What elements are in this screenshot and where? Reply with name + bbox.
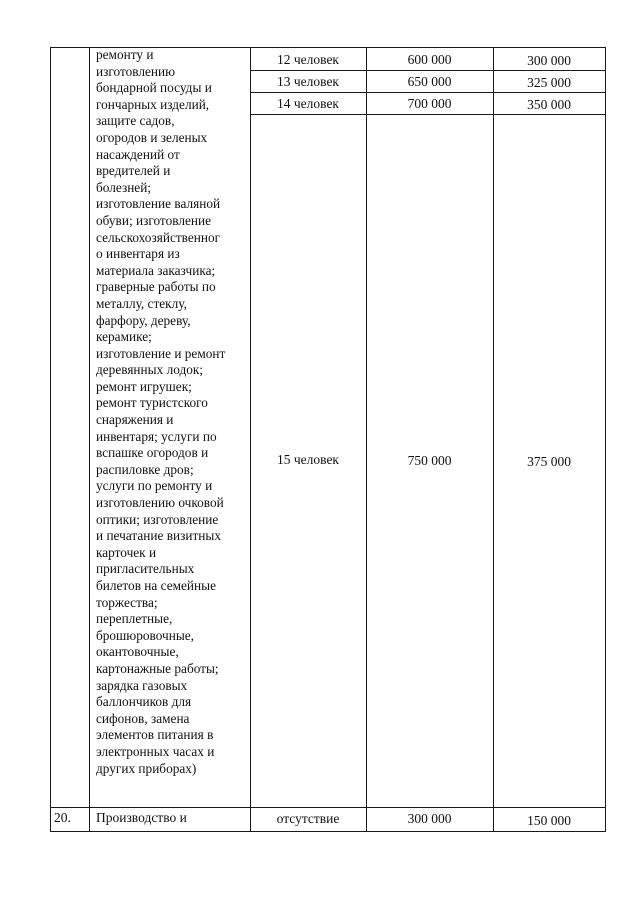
potential-income: 700 000 [407, 96, 452, 111]
description-line: ремонт игрушек; [96, 378, 192, 394]
row-divider [50, 807, 606, 808]
description-line: насаждений от [96, 146, 180, 162]
staff-count: 15 человек [277, 452, 339, 467]
description-line: торжества; [96, 594, 158, 610]
description-line: оптики; изготовление [96, 511, 219, 527]
staff-count: 13 человек [277, 74, 339, 89]
half-income: 375 000 [527, 454, 571, 469]
description-line: ремонту и [96, 47, 154, 62]
description-line: баллончиков для [96, 694, 192, 710]
description-line: гончарных изделий, [96, 96, 210, 112]
description-line: элементов питания в [96, 727, 214, 743]
description-line: керамике; [96, 329, 152, 345]
description-line: изготовление валяной [96, 196, 221, 212]
table-border-left [50, 47, 51, 832]
description-line: изготовлению [96, 63, 176, 79]
description-line: изготовление и ремонт [96, 345, 226, 361]
staff-count: отсутствие [276, 811, 340, 826]
column-divider-income [493, 47, 494, 832]
description-line: распиловке дров; [96, 461, 194, 477]
description-line: материала заказчика; [96, 262, 216, 278]
description-line: граверные работы по [96, 279, 216, 295]
tier-divider [250, 114, 606, 115]
staff-count: 12 человек [277, 52, 339, 67]
description-line: бондарной посуды и [96, 80, 212, 96]
column-divider-staff [366, 47, 367, 832]
activity-description [96, 47, 251, 777]
description-line: и печатание визитных [96, 528, 221, 544]
description-line: деревянных лодок; [96, 362, 204, 378]
description-line: металлу, стеклу, [96, 295, 187, 311]
table-border-right [605, 47, 606, 832]
description-line: билетов на семейные [96, 578, 216, 593]
half-income: 300 000 [527, 53, 571, 68]
description-line: вредителей и [96, 163, 171, 179]
description-line: переплетные, [96, 611, 173, 627]
description-line: услуги по ремонту и [96, 478, 213, 494]
description-line: сифонов, замена [96, 710, 190, 726]
column-divider-number [89, 47, 90, 832]
description-line: зарядка газовых [96, 677, 188, 693]
half-income: 150 000 [527, 813, 571, 828]
staff-count: 14 человек [277, 96, 339, 111]
description-line: карточек и [96, 544, 157, 560]
tier-divider [250, 70, 606, 71]
description-line: брошюровочные, [96, 627, 194, 643]
description-line: картонажные работы; [96, 660, 219, 676]
description-line: фарфору, дереву, [96, 312, 191, 328]
table-border-bottom [50, 831, 606, 832]
potential-income: 650 000 [407, 74, 452, 89]
description-line: о инвентаря из [96, 246, 180, 262]
description-line: болезней; [96, 179, 152, 195]
description-line: изготовлению очковой [96, 495, 224, 511]
description-line: инвентаря; услуги по [96, 428, 217, 444]
description-line: ремонт туристского [96, 395, 208, 411]
half-income: 350 000 [527, 97, 571, 112]
description-line: других приборах) [96, 760, 197, 776]
description-line: окантовочные, [96, 644, 179, 660]
description-line: огородов и зеленых [96, 129, 208, 145]
tier-divider [250, 92, 606, 93]
description-line: сельскохозяйственног [96, 229, 221, 245]
description-line: вспашке огородов и [96, 445, 209, 461]
half-income: 325 000 [527, 75, 571, 90]
row-title: Производство и [96, 810, 187, 825]
description-line: защите садов, [96, 113, 175, 129]
potential-income: 600 000 [407, 52, 452, 67]
potential-income: 750 000 [407, 453, 452, 468]
description-line: обуви; изготовление [96, 212, 211, 228]
description-line: снаряжения и [96, 412, 174, 428]
description-line: электронных часах и [96, 743, 215, 759]
description-line: пригласительных [96, 561, 195, 577]
row-number: 20. [54, 810, 71, 825]
potential-income: 300 000 [407, 811, 452, 826]
